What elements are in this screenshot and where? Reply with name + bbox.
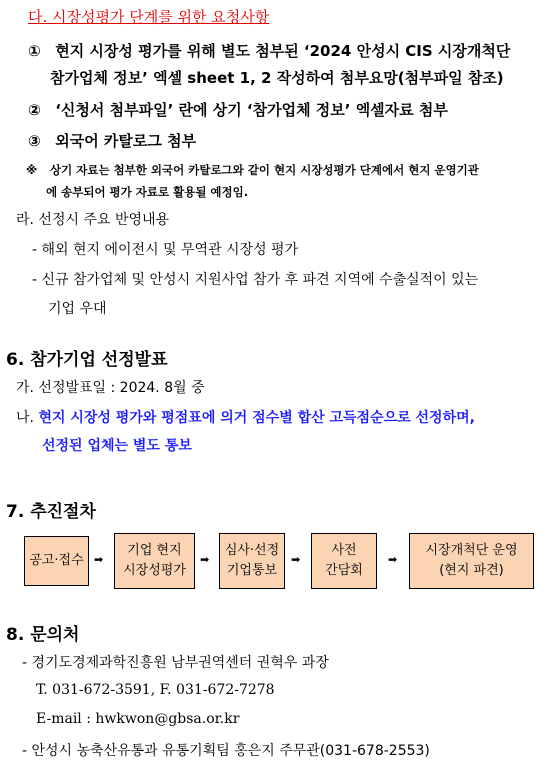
note-line-2: 에 송부되어 평가 자료로 활용될 예정임. xyxy=(46,185,249,199)
item-3-number: ③ xyxy=(28,132,41,150)
request-item-2 xyxy=(28,99,448,120)
note-line-1: 상기 자료는 첨부한 외국어 카탈로그와 같이 현지 시장성평가 단계에서 현지 운영기관 xyxy=(50,163,479,177)
note-mark: ※ xyxy=(26,163,38,177)
item-3-text: 외국어 카탈로그 첨부 xyxy=(55,132,197,150)
flow-arrow-icon: ➡ xyxy=(94,553,104,566)
flow-step-5: 시장개척단 운영 (현지 파견) xyxy=(409,533,534,589)
selection-method xyxy=(16,407,475,427)
flow-arrow-icon: ➡ xyxy=(388,553,398,566)
contact-1: - 경기도경제과학진흥원 남부권역센터 권혁우 과장 xyxy=(22,655,329,671)
item-2-text: ‘신청서 첨부파일’ 란에 상기 ‘참가업체 정보’ 엑셀자료 첨부 xyxy=(55,101,448,119)
flow-arrow-icon: ➡ xyxy=(200,553,210,566)
criteria-bullet-2-line-2: 기업 우대 xyxy=(48,301,107,317)
selection-method-line-2: 선정된 업체는 별도 통보 xyxy=(42,438,192,454)
flow-step-1: 공고·접수 xyxy=(24,536,89,586)
flow-step-2: 기업 현지 시장성평가 xyxy=(114,533,195,589)
item-1-line-1: 현지 시장성 평가를 위해 별도 첨부된 ‘2024 안성시 CIS 시장개척단 xyxy=(55,42,511,60)
criteria-bullet-2-line-1: - 신규 참가업체 및 안성시 지원사업 참가 후 파견 지역에 수출실적이 있는 xyxy=(32,272,479,288)
request-heading: 다. 시장성평가 단계를 위한 요청사항 xyxy=(28,8,270,26)
contact-2: - 안성시 농축산유통과 유통기획팀 홍은지 주무관(031-678-2553) xyxy=(22,743,430,759)
request-item-3 xyxy=(28,130,196,151)
announcement-date: 가. 선정발표일 : 2024. 8월 중 xyxy=(16,380,205,396)
note xyxy=(26,162,479,178)
flow-arrow-icon: ➡ xyxy=(291,553,301,566)
item-1-line-2: 참가업체 정보’ 엑셀 sheet 1, 2 작성하여 첨부요망(첨부파일 참조) xyxy=(50,69,504,87)
criteria-bullet-1: - 해외 현지 에이전시 및 무역관 시장성 평가 xyxy=(32,242,299,258)
contact-1-phone: T. 031-672-3591, F. 031-672-7278 xyxy=(36,682,275,698)
selection-method-line-1: 현지 시장성 평가와 평점표에 의거 점수별 합산 고득점순으로 선정하며, xyxy=(38,410,475,426)
criteria-heading: 라. 선정시 주요 반영내용 xyxy=(16,212,170,228)
selection-method-prefix: 나. xyxy=(16,410,34,426)
flow-step-4: 사전 간담회 xyxy=(311,533,377,589)
item-1-number: ① xyxy=(28,42,41,60)
section-7-title: 7. 추진절차 xyxy=(6,502,96,522)
item-2-number: ② xyxy=(28,101,41,119)
contact-1-email: E-mail : hwkwon@gbsa.or.kr xyxy=(36,711,240,727)
section-6-title: 6. 참가기업 선정발표 xyxy=(6,350,168,370)
flow-step-3: 심사·선정 기업통보 xyxy=(219,533,285,589)
section-8-title: 8. 문의처 xyxy=(6,625,80,645)
request-item-1 xyxy=(28,40,510,61)
